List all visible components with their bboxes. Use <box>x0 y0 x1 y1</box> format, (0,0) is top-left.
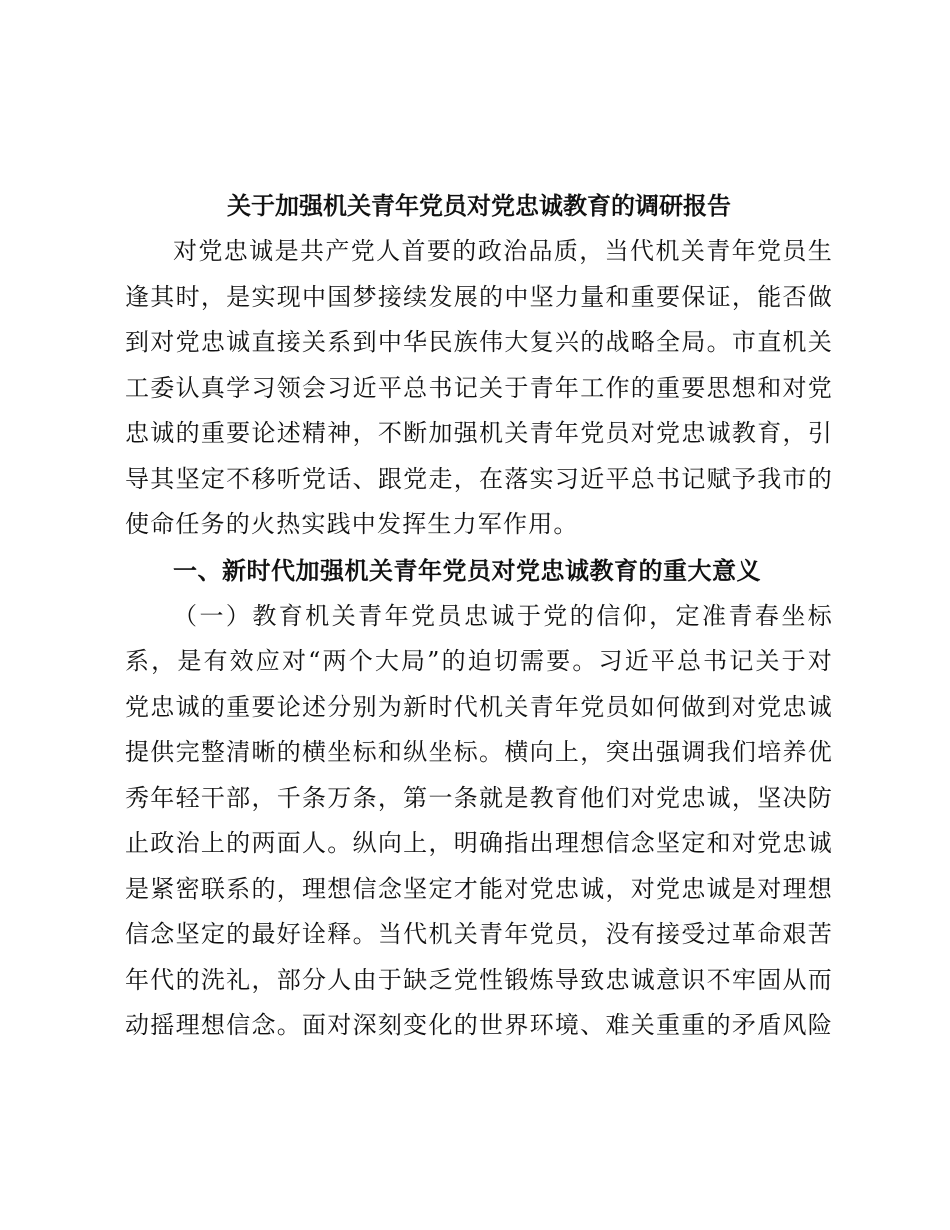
section-line: 提供完整清晰的横坐标和纵坐标。横向上，突出强调我们培养优 <box>125 738 833 766</box>
intro-paragraph <box>125 229 833 548</box>
section-line: 是紧密联系的，理想信念坚定才能对党忠诚，对党忠诚是对理想 <box>125 874 833 903</box>
section-line: 信念坚定的最好诠释。当代机关青年党员，没有接受过革命艰苦 <box>125 920 833 948</box>
section-line: （一）教育机关青年党员忠诚于党的信仰，定准青春坐标 <box>173 601 833 630</box>
intro-line: 对党忠诚是共产党人首要的政治品质，当代机关青年党员生 <box>173 237 833 265</box>
section-heading: 一、新时代加强机关青年党员对党忠诚教育的重大意义 <box>173 556 761 585</box>
section-line: 动摇理想信念。面对深刻变化的世界环境、难关重重的矛盾风险 <box>125 1011 833 1039</box>
section-line: 系，是有效应对“两个大局”的迫切需要。习近平总书记关于对 <box>125 647 833 675</box>
section-line: 年代的洗礼，部分人由于缺乏党性锻炼导致忠诚意识不牢固从而 <box>125 965 833 994</box>
section-paragraph <box>125 594 833 1049</box>
document-title: 关于加强机关青年党员对党忠诚教育的调研报告 <box>227 191 731 220</box>
intro-line: 忠诚的重要论述精神，不断加强机关青年党员对党忠诚教育，引 <box>125 419 833 447</box>
intro-line: 工委认真学习领会习近平总书记关于青年工作的重要思想和对党 <box>125 373 833 402</box>
section-line: 止政治上的两面人。纵向上，明确指出理想信念坚定和对党忠诚 <box>125 829 833 857</box>
section-line: 秀年轻干部，千条万条，第一条就是教育他们对党忠诚，坚决防 <box>125 783 833 812</box>
document-body <box>125 183 833 1049</box>
intro-line: 逢其时，是实现中国梦接续发展的中坚力量和重要保证，能否做 <box>125 282 833 311</box>
intro-line: 导其坚定不移听党话、跟党走，在落实习近平总书记赋予我市的 <box>125 464 833 493</box>
intro-line: 到对党忠诚直接关系到中华民族伟大复兴的战略全局。市直机关 <box>125 328 833 356</box>
intro-line: 使命任务的火热实践中发挥生力军作用。 <box>125 510 579 538</box>
section-line: 党忠诚的重要论述分别为新时代机关青年党员如何做到对党忠诚 <box>125 692 833 721</box>
